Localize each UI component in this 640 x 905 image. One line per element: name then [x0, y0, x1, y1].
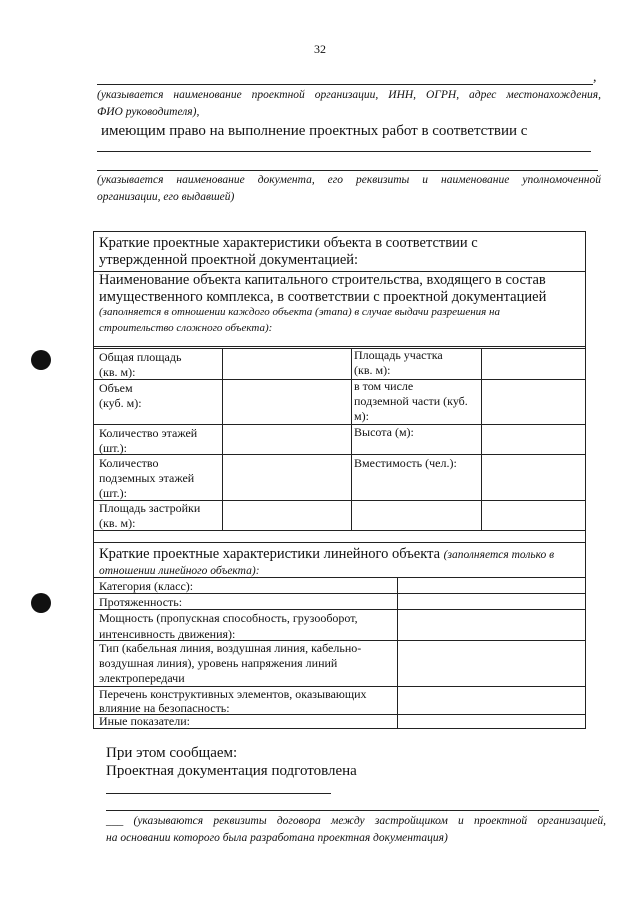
- punch-hole-dot-2: [31, 593, 51, 613]
- project-organization-line: [97, 84, 593, 85]
- table-heading-line1: Краткие проектные характеристики объекта в соответствии с: [99, 235, 478, 251]
- linear-object-heading: Краткие проектные характеристики линейного объекта (заполняется только в: [99, 546, 555, 562]
- object-name-line1: Наименование объекта капитального строительства, входящего в состав: [99, 272, 546, 288]
- organization-note-line1: (указывается наименование проектной организации, ИНН, ОГРН, адрес местонахождения,: [97, 89, 601, 101]
- document-note-line2: организации, его выдавшей): [97, 191, 235, 203]
- right-to-design-text: имеющим право на выполнение проектных работ в соответствии с: [101, 123, 528, 139]
- linear-object-heading-note: отношении линейного объекта):: [99, 565, 260, 577]
- underground-volume-label: в том числе подземной части (куб. м):: [354, 379, 468, 423]
- object-note-line1: (заполняется в отношении каждого объекта (этапа) в случае выдачи разрешения на: [99, 306, 500, 318]
- documentation-prepared-text: Проектная документация подготовлена: [106, 763, 357, 779]
- linear-length-label: Протяженность:: [99, 595, 183, 609]
- document-note-line1: (указывается наименование документа, его реквизиты и наименование уполномоченной: [97, 174, 601, 186]
- inform-text: При этом сообщаем:: [106, 745, 238, 761]
- table-heading-line2: утвержденной проектной документацией:: [99, 252, 359, 268]
- contract-note-line1: ___ (указываются реквизиты договора между застройщиком и проектной организацией,: [106, 815, 607, 827]
- document-line-2: [97, 170, 598, 171]
- linear-category-label: Категория (класс):: [99, 579, 194, 593]
- volume-label: Объем (куб. м):: [99, 381, 142, 410]
- plot-area-label: Площадь участка (кв. м):: [354, 348, 443, 377]
- comma: ,: [593, 70, 597, 85]
- page-number: 32: [314, 42, 326, 56]
- underground-floors-label: Количество подземных этажей (шт.):: [99, 456, 195, 500]
- building-area-label: Площадь застройки (кв. м):: [99, 501, 201, 530]
- linear-other-label: Иные показатели:: [99, 714, 190, 728]
- total-area-label: Общая площадь (кв. м):: [99, 350, 182, 379]
- characteristics-table: [93, 231, 586, 729]
- linear-type-label: Тип (кабельная линия, воздушная линия, кабельно- воздушная линия), уровень напряжения линий электропередачи: [99, 641, 362, 685]
- document-line-1: [97, 151, 591, 152]
- prepared-by-line: [106, 793, 331, 794]
- contract-line: [106, 810, 599, 811]
- contract-note-line2: на основании которого была разработана проектная документация): [106, 832, 448, 844]
- linear-capacity-label: Мощность (пропускная способность, грузооборот, интенсивность движения):: [99, 611, 358, 641]
- punch-hole-dot-1: [31, 350, 51, 370]
- object-name-line2: имущественного комплекса, в соответствии с проектной документацией: [99, 289, 547, 305]
- floors-count-label: Количество этажей (шт.):: [99, 426, 198, 455]
- organization-note-line2: ФИО руководителя),: [97, 106, 200, 118]
- object-note-line2: строительство сложного объекта):: [99, 322, 273, 334]
- linear-safety-elements-label: Перечень конструктивных элементов, оказывающих влияние на безопасность:: [99, 687, 367, 715]
- capacity-label: Вместимость (чел.):: [354, 456, 457, 470]
- height-label: Высота (м):: [354, 425, 414, 439]
